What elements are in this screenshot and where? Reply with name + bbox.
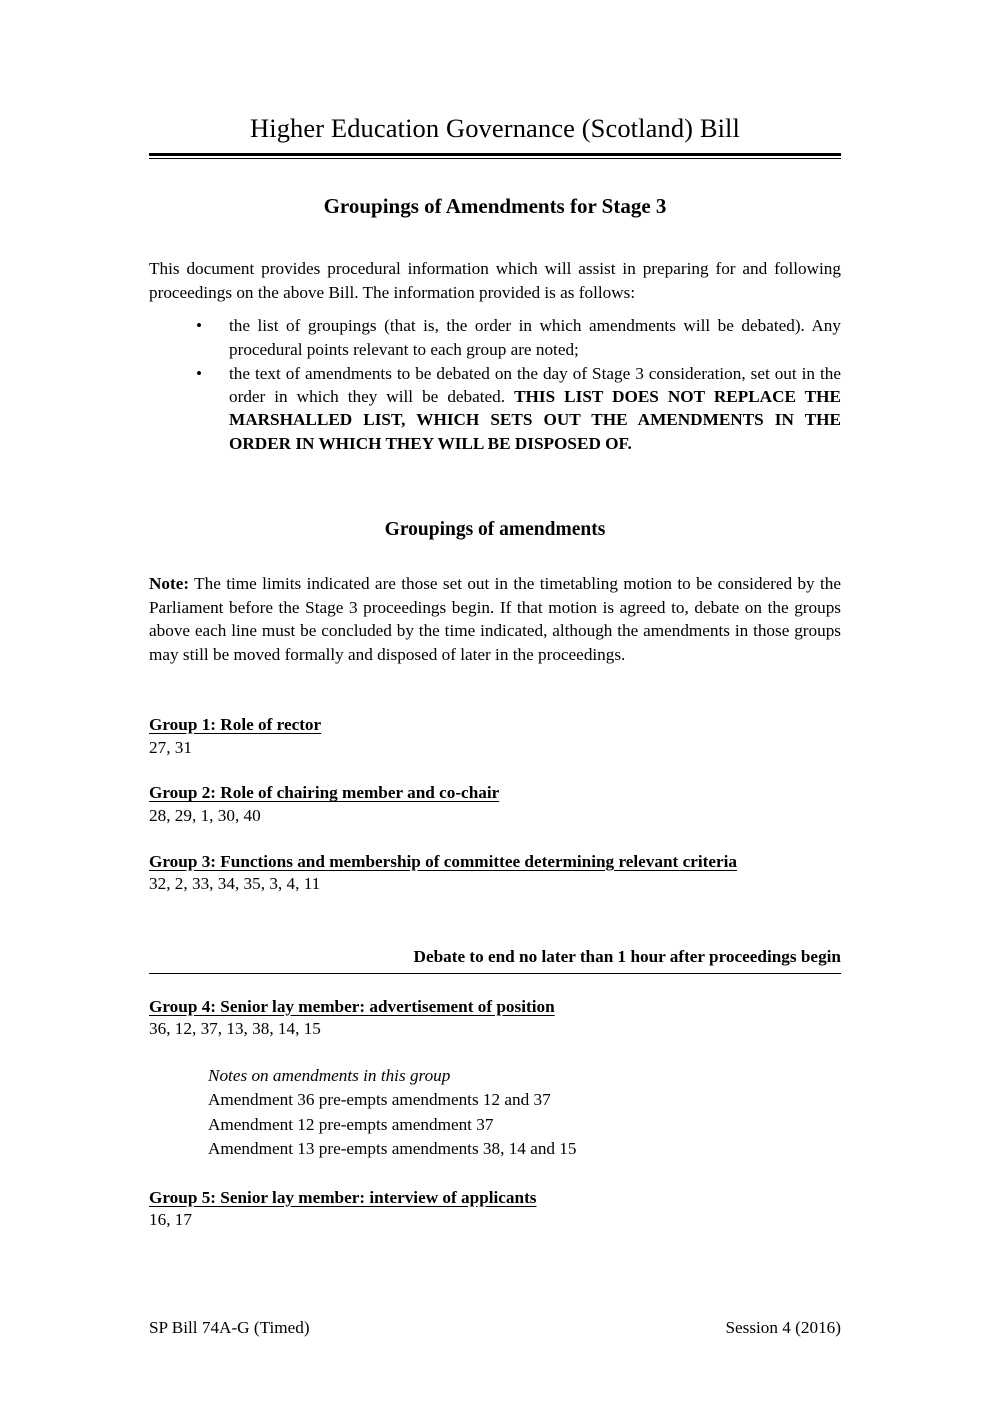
list-item xyxy=(149,362,841,455)
notes-block xyxy=(149,1064,841,1162)
group-title: Group 2: Role of chairing member and co-chair xyxy=(149,783,500,803)
group-amendments: 16, 17 xyxy=(149,1210,192,1230)
group-entry-2 xyxy=(149,782,841,827)
group-entry-5 xyxy=(149,1187,841,1232)
group-amendments: 36, 12, 37, 13, 38, 14, 15 xyxy=(149,1019,321,1039)
section-heading: Groupings of amendments xyxy=(384,519,606,541)
group-title: Group 4: Senior lay member: advertisement of position xyxy=(149,996,555,1016)
intro-bullet-list xyxy=(149,314,841,455)
group-title: Group 1: Role of rector xyxy=(149,714,322,734)
groups-list-before-timing xyxy=(149,666,841,896)
footer-session: Session 4 (2016) xyxy=(725,1318,841,1337)
bullet-icon: • xyxy=(196,363,203,383)
group-amendments: 32, 2, 33, 34, 35, 3, 4, 11 xyxy=(149,874,321,894)
page-title: Higher Education Governance (Scotland) Bill xyxy=(250,113,740,143)
list-item xyxy=(149,314,841,361)
bullet-icon: • xyxy=(196,316,203,336)
note-line: Amendment 12 pre-empts amendment 37 xyxy=(208,1114,494,1134)
note-text: The time limits indicated are those set out in the timetabling motion to be considered by the Parliament before the Stage 3 proceedings begin. If that motion is agreed to, debate on the groups above each line must be concluded by the time indicated, although the amendments in those groups may still be moved formally and disposed of later in the proceedings. xyxy=(149,574,841,664)
intro-paragraph: This document provides procedural information which will assist in preparing for and following proceedings on the above Bill. The information provided is as follows: xyxy=(149,259,841,302)
notes-heading: Notes on amendments in this group xyxy=(208,1065,451,1085)
groups-list-after-timing xyxy=(149,974,841,1233)
bullet-text: the list of groupings (that is, the order in which amendments will be debated). Any procedural points relevant to each group are noted; xyxy=(229,316,841,359)
bullet-text: the text of amendments to be debated on the day of Stage 3 consideration, set out in the order in which they will be debated. xyxy=(229,363,841,407)
timing-divider-block xyxy=(149,946,841,973)
page-footer xyxy=(149,1318,841,1339)
group-title: Group 5: Senior lay member: interview of applicants xyxy=(149,1187,537,1207)
footer-bill-reference: SP Bill 74A-G (Timed) xyxy=(149,1318,310,1337)
timing-text: Debate to end no later than 1 hour after proceedings begin xyxy=(413,947,841,967)
note-line: Amendment 36 pre-empts amendments 12 and 37 xyxy=(208,1090,551,1110)
group-entry-1 xyxy=(149,714,841,759)
group-entry-3 xyxy=(149,851,841,896)
document-content xyxy=(149,0,841,1232)
group-amendments: 28, 29, 1, 30, 40 xyxy=(149,806,261,826)
group-title: Group 3: Functions and membership of committee determining relevant criteria xyxy=(149,851,737,871)
group-entry-4 xyxy=(149,996,841,1041)
bullet-emphasis-text: THIS LIST DOES NOT REPLACE THE MARSHALLED LIST, WHICH SETS OUT THE AMENDMENTS IN THE ORDER IN WHICH THEY WILL BE DISPOSED OF. xyxy=(229,387,841,453)
note-paragraph xyxy=(149,541,841,666)
note-line: Amendment 13 pre-empts amendments 38, 14 and 15 xyxy=(208,1139,577,1159)
document-subtitle: Groupings of Amendments for Stage 3 xyxy=(323,194,667,219)
group-amendments: 27, 31 xyxy=(149,737,192,757)
note-label: Note: xyxy=(149,574,190,594)
